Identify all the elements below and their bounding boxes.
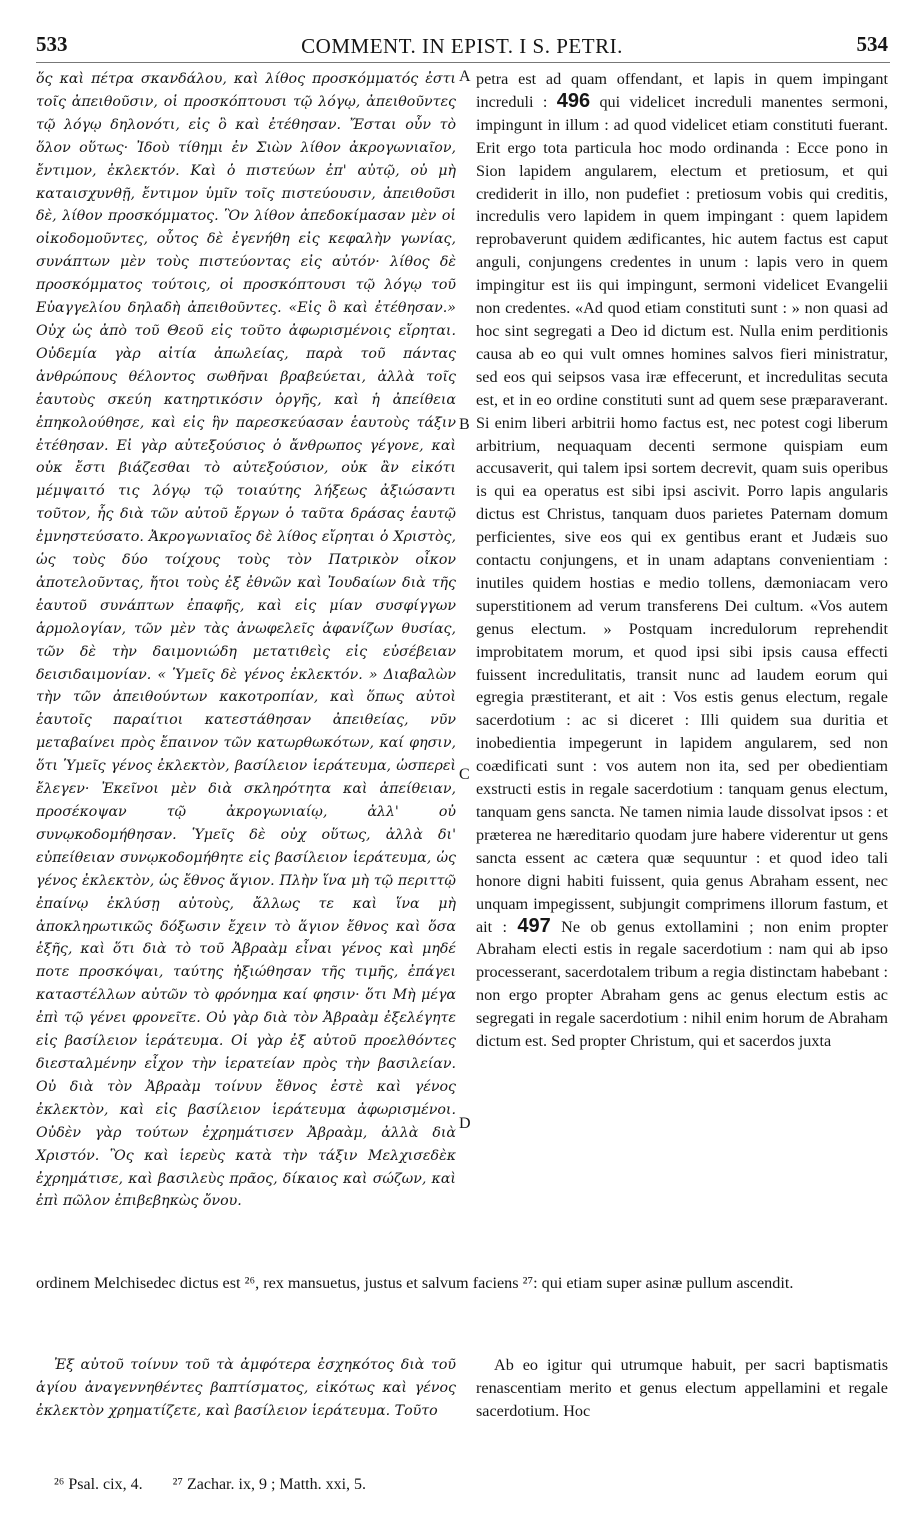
full-line-text-1: ordinem Melchisedec dictus est [36, 1274, 241, 1292]
header-rule [36, 62, 890, 63]
margin-letter-c: C [459, 766, 470, 783]
greek-paragraph-2: Ἐξ αὐτοῦ τοίνυν τοῦ τὰ ἀμφότερα ἐσχηκότος διὰ τοῦ ἁγίου ἀναγεννηθέντες βαπτίσματος, εἰκότως καὶ γένος ἐκλεκτὸν χρηματίζετε, καὶ βασίλειον ἱεράτευμα. Τοῦτο [36, 1357, 456, 1419]
full-line-text-2: , rex mansuetus, justus et salvum faciens [255, 1274, 519, 1292]
page-number-right: 534 [856, 32, 888, 56]
running-title: COMMENT. IN EPIST. I S. PETRI. [301, 34, 623, 58]
footnotes [54, 1476, 392, 1494]
margin-letter-b: B [459, 416, 470, 433]
column-number-497: 497 [517, 914, 551, 937]
full-line-text-3: : qui etiam super asinæ pullum ascendit. [533, 1274, 794, 1292]
footnote-27: ²⁷ Zachar. ix, 9 ; Matth. xxi, 5. [172, 1476, 367, 1493]
footnote-ref-27: ²⁷ [522, 1274, 534, 1292]
margin-letter-a: A [459, 68, 471, 85]
margin-letter-d: D [459, 1115, 471, 1132]
column-number-496: 496 [556, 89, 591, 112]
latin-paragraph-2: Ab eo igitur qui utrumque habuit, per sacri baptismatis renascentiam merito et genus electum appellamini et regale sacerdotium. Hoc [476, 1356, 888, 1420]
latin-text-part-3: Ne ob genus extollamini ; non enim propter Abraham electi estis in regale sacerdotium : nam qui ab ipso processerant, sacerdotalem tribum a regia distinctam habebant : non ergo propter Abraham gens ac genus electum estis ac segregati in regale sacerdotium : nihil enim horum de Abraham dictum est. Sed propter Christum, qui et sacerdos juxta [476, 917, 889, 1051]
page-number-left: 533 [36, 32, 68, 56]
latin-text-part-1: petra est ad quam offendant, et lapis in quem impingant increduli : [476, 70, 888, 111]
greek-text-column: ὅς καὶ πέτρα σκανδάλου, καὶ λίθος προσκόμματός ἐστι τοῖς ἀπειθοῦσιν, οἱ προσκόπτουσι τῷ λόγῳ, ἀπειθοῦντες τῷ λόγῳ δηλονότι, εἰς ὃ καὶ ἐτέθησαν. Ἔσται οὖν τὸ ὅλον οὕτως· Ἰδοὺ τίθημι ἐν Σιὼν λίθον ἀκρογωνιαῖον, ἔντιμον, ἐκλεκτόν. Καὶ ὁ πιστεύων ἐπ' αὐτῷ, οὐ μὴ καταισχυνθῇ, ἔντιμον ὑμῖν τοῖς πιστεύουσιν, ἀπειθοῦσι δὲ, λίθον προσκόμματος. Ὃν λίθον ἀπεδοκίμασαν μὲν οἱ οἰκοδομοῦντες, οὗτος δὲ ἐγενήθη εἰς κεφαλὴν γωνίας, συνάπτων μὲν τοὺς πιστεύοντας εἰς αὐτόν· λίθος δὲ προσκόμματος τούτοις, οἱ προσκόπτουσι τῷ λόγῳ τοῦ Εὐαγγελίου δηλαδὴ ἀπειθοῦντες. «Εἰς ὃ καὶ ἐτέθησαν.» Οὐχ ὡς ἀπὸ τοῦ Θεοῦ εἰς τοῦτο ἀφωρισμένοις εἴρηται. Οὐδεμία γὰρ αἰτία ἀπωλείας, παρὰ τοῦ πάντας ἀνθρώπους θέλοντος σωθῆναι βραβεύεται, ἀλλὰ τοῖς ἑαυτοὺς σκεύη κατηρτικόσιν ὀργῆς, καὶ ἡ ἀπείθεια ἐπηκολούθησε, καὶ εἰς ἣν παρεσκεύασαν ἑαυτοὺς τάξιν ἐτέθησαν. Εἰ γὰρ αὐτεξούσιος ὁ ἄνθρωπος γέγονε, καὶ οὐκ ἔστι βιάζεσθαι τὸ αὐτεξούσιον, οὐκ ἂν εἰκότι μέμψαιτό τις λόγῳ τῷ τοιαύτης λήξεως ἀξιώσαντι τοῦτον, ἧς διὰ τῶν αὐτοῦ ἔργων ὁ ταῦτα δράσας ἑαυτῷ ἐμνηστεύσατο. Ἀκρογωνιαῖος δὲ λίθος εἴρηται ὁ Χριστὸς, ὡς τοὺς δύο τοίχους τοὺς τὸν Πατρικὸν οἶκον ἀποτελοῦντας, ἤτοι τοὺς ἐξ ἐθνῶν καὶ Ἰουδαίων διὰ τῆς ἑαυτοῦ συνάπτων ἐπαφῆς, καὶ εἰς μίαν συσφίγγων ἁρμολογίαν, τῶν μὲν τὰς ἀνωφελεῖς ἀφανίζων θυσίας, τῶν δὲ τὴν δαιμονιώδη μετατιθεὶς εἰς εὐσέβειαν δεισιδαιμονίαν. « Ὑμεῖς δὲ γένος ἐκλεκτόν. » Διαβαλὼν τὴν τῶν ἀπειθούντων κακοτροπίαν, καὶ ὅπως αὐτοὶ ἑαυτοῖς παραίτιοι κατεστάθησαν ἀπειθείας, νῦν μεταβαίνει πρὸς ἔπαινον τῶν κατωρθωκότων, καί φησιν, ὅτι Ὑμεῖς γένος ἐκλεκτὸν, βασίλειον ἱεράτευμα, ὡσπερεὶ ἔλεγεν· Ἐκεῖνοι μὲν διὰ σκληρότητα καὶ ἀπείθειαν, προσέκοψαν τῷ ἀκρογωνιαίῳ, ἀλλ' οὐ συνῳκοδομήθησαν. Ὑμεῖς δὲ οὐχ οὕτως, ἀλλὰ δι' εὐπείθειαν συνῳκοδομήθητε εἰς βασίλειον ἱεράτευμα, ὡς γένος ἐκλεκτὸν, ὡς ἔθνος ἅγιον. Πλὴν ἵνα μὴ τῷ περιττῷ ἐπαίνῳ ἐκλύσῃ αὐτοὺς, ἄλλως τε καὶ ἵνα μὴ ἀποκληρωτικῶς δόξωσιν ἔχειν τὸ ἅγιον ἔθνος καὶ ὅσα ἑξῆς, καὶ ὅτι διὰ τὸ τοῦ Ἀβραὰμ εἶναι γένος καὶ μηδέ ποτε προσκόψαι, ταύτης ἠξιώθησαν τῆς τιμῆς, ἐπάγει καταστέλλων αὐτῶν τὸ φρόνημα καί φησιν· ὅτι Μὴ μέγα ἐπὶ τῷ γένει φρονεῖτε. Οὐ γὰρ διὰ τὸν Ἀβραὰμ ἐξελέγητε εἰς βασίλειον ἱεράτευμα. Οἱ γὰρ ἐξ αὐτοῦ προελθόντες διεσταλμένην εἶχον τὴν ἱερατείαν πρὸς τὴν βασιλείαν. Οὐ διὰ τὸν Ἀβραὰμ τοίνυν ἔθνος ἐστὲ καὶ γένος ἐκλεκτὸν, καὶ εἰς βασίλειον ἱεράτευμα ἀφωρισμένοι. Οὐδὲν γὰρ τούτων ἐχρημάτισεν Ἀβραὰμ, ἀλλὰ διὰ Χριστόν. Ὃς καὶ ἱερεὺς κατὰ τὴν τάξιν Μελχισεδὲκ ἐχρημάτισε, καὶ βασιλεὺς πρᾶος, δίκαιος καὶ σώζων, καὶ ἐπὶ πῶλον ἐπιβεβηκὼς ὄνου. [36, 71, 456, 1210]
footnote-ref-26: ²⁶ [244, 1274, 256, 1292]
full-width-line [36, 1272, 888, 1295]
footnote-26: ²⁶ Psal. cix, 4. [54, 1476, 143, 1493]
latin-text-column [476, 68, 888, 1053]
latin-text-part-2: qui videlicet increduli manentes sermoni, impingunt in illum : ad quod videlicet etiam constituti fuerant. Erit ergo tota particula hoc modo ordinanda : Ecce pono in Sion lapidem angularem, electum et pretiosum, et qui crediderit in illo, non pudefiet : pretiosum vobis qui creditis, incredulis vero lapidem in quem impingant : quem lapidem reprobaverunt quidem ædificantes, hic autem factus est caput anguli, conjungens credentes in unum : lapis vero in quem impingitur est iis qui impingunt, sermoni videlicet Evangelii non credentes. «Ad quod etiam constituti sunt : » non quasi ad hoc sint segregati a Deo id dictum est. Nulla enim perditionis causa ab eo qui vult omnes homines salvos fieri ministratur, sed eos qui seipsos vasa iræ effecerunt, et incredulitas secuta est, et in eo ordine constituti sunt ad quem sese præparaverant. Si enim liberi arbitrii homo factus est, nec potest cogi liberum arbitrium, nequaquam decenti sermone quispiam eum accusaverit, qui talem ipsi sortem decrevit, quam suis operibus is qui ea operatus est sibi ipsi ascivit. Porro lapis angularis dictus est Christus, tanquam duos parietes Paternam domum perficientes, sive eos qui ex gentibus erant et Judæis suo contactu conjungens, et in unam adaptans convenientiam : inutiles quidem hostias e medio tollens, dæmoniacam vero superstitionem ad verum transferens Dei cultum. «Vos autem genus electum. » Postquam incredulorum reprehendit improbitatem morum, et quod ipsi sibi ipsis causa effecti fuissent incredulitatis, transit nunc ad laudem eorum qui egregia præstiterant, et ait : Vos estis genus electum, regale sacerdotium : ac si diceret : Illi quidem sua duritia et inobedientia impegerunt in lapidem angularem, sed non coædificati sunt : vos autem non ita, sed per obedientiam exstructi estis in regale sacerdotium : tanquam genus electum, tanquam gens sancta. Ne tamen nimia laude dissolvat ipsos : et præterea ne hæreditario quodam jure habere viderentur ut gens sancta essent ac cætera quæ sequuntur : et quod ideo tali honore digni habiti fuissent, quia genus Abraham essent, nec unquam impegissent, subjungit comprimens illorum fastum, et ait : [476, 92, 889, 936]
